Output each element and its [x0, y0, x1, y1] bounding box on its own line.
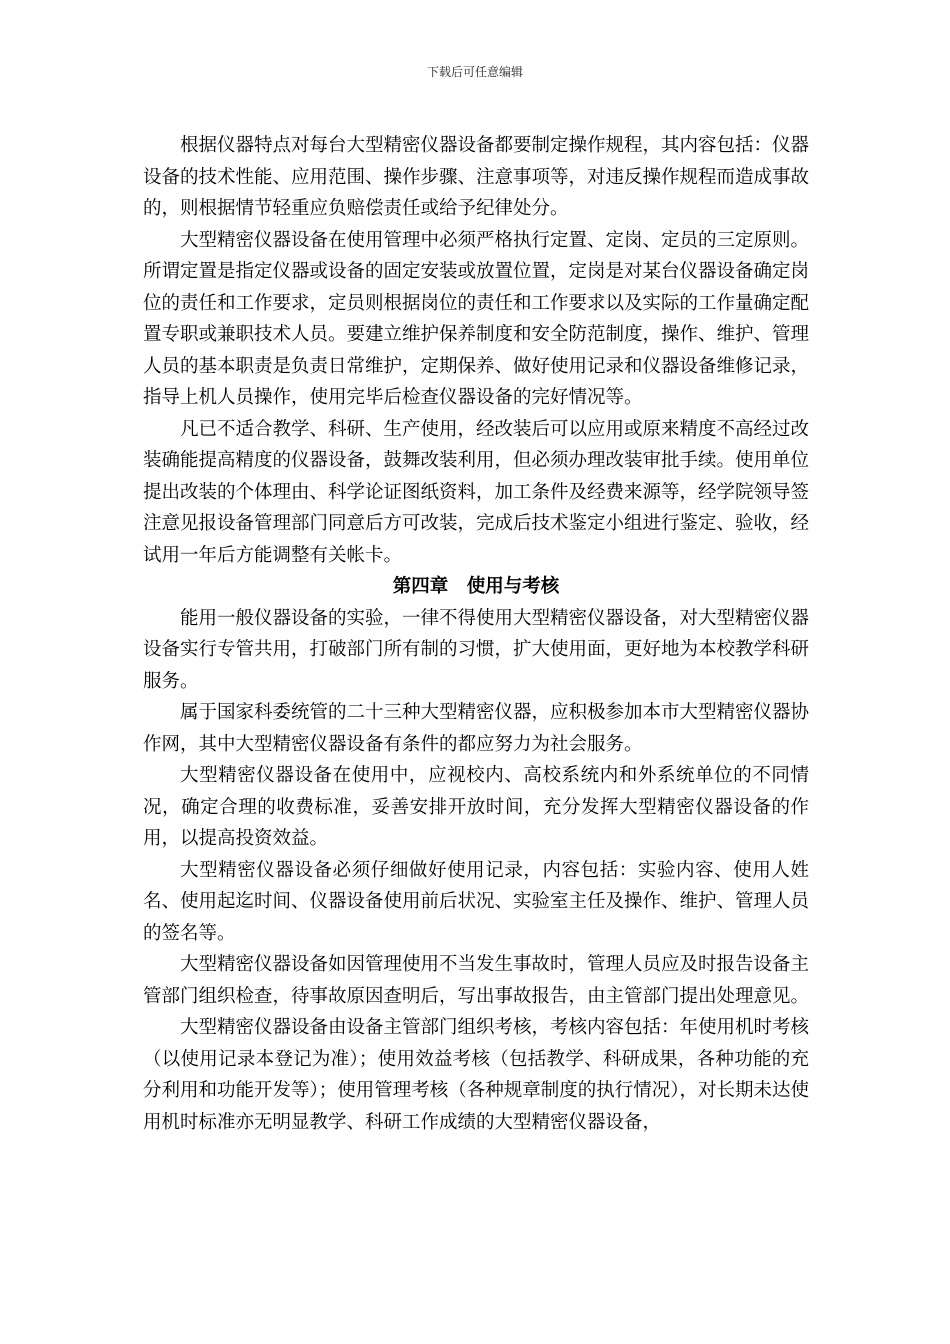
paragraph-operating-rules: 根据仪器特点对每台大型精密仪器设备都要制定操作规程，其内容包括：仪器设备的技术性能、应用范围、操作步骤、注意事项等，对违反操作规程而造成事故的，则根据情节轻重应负赔偿责任或给予纪律处分。 — [143, 135, 810, 219]
paragraph-modification: 凡已不适合教学、科研、生产使用，经改装后可以应用或原来精度不高经过改装确能提高精度的仪器设备，鼓舞改装利用，但必须办理改装审批手续。使用单位提出改装的个体理由、科学论证图纸资料，加工条件及经费来源等，经学院领导签注意见报设备管理部门同意后方可改装，完成后技术鉴定小组进行鉴定、验收，经试用一年后方能调整有关帐卡。 — [143, 418, 810, 566]
paragraph-fee-standard: 大型精密仪器设备在使用中，应视校内、高校系统内和外系统单位的不同情况，确定合理的收费标准，妥善安排开放时间，充分发挥大型精密仪器设备的作用，以提高投资效益。 — [143, 765, 809, 849]
paragraph-usage-records: 大型精密仪器设备必须仔细做好使用记录，内容包括：实验内容、使用人姓名、使用起迄时间、仪器设备使用前后状况、实验室主任及操作、维护、管理人员的签名等。 — [143, 859, 810, 944]
paragraph-assessment: 大型精密仪器设备由设备主管部门组织考核，考核内容包括：年使用机时考核（以使用记录本登记为准）；使用效益考核（包括教学、科研成果，各种功能的充分利用和功能开发等）；使用管理考核（各种规章制度的执行情况），对长期未达使用机时标准亦无明显教学、科研工作成绩的大型精密仪器设备， — [143, 1017, 810, 1133]
paragraph-shared-use: 能用一般仪器设备的实验，一律不得使用大型精密仪器设备，对大型精密仪器设备实行专管共用，打破部门所有制的习惯，扩大使用面，更好地为本校教学科研服务。 — [143, 607, 810, 692]
chapter-heading: 第四章 使用与考核 — [392, 576, 560, 597]
paragraph-collaboration-network: 属于国家科委统管的二十三种大型精密仪器，应积极参加本市大型精密仪器协作网，其中大型精密仪器设备有条件的都应努力为社会服务。 — [143, 702, 810, 755]
paragraph-accident-report: 大型精密仪器设备如因管理使用不当发生事故时，管理人员应及时报告设备主管部门组织检查，待事故原因查明后，写出事故报告，由主管部门提出处理意见。 — [143, 954, 810, 1007]
document-body — [143, 130, 809, 1138]
page-header-note: 下载后可任意编辑 — [426, 65, 523, 79]
paragraph-three-fixed-principle: 大型精密仪器设备在使用管理中必须严格执行定置、定岗、定员的三定原则。所谓定置是指定仪器或设备的固定安装或放置位置，定岗是对某台仪器设备确定岗位的责任和工作要求，定员则根据岗位的责任和工作要求以及实际的工作量确定配置专职或兼职技术人员。要建立维护保养制度和安全防范制度，操作、维护、管理人员的基本职责是负责日常维护，定期保养、做好使用记录和仪器设备维修记录，指导上机人员操作，使用完毕后检查仪器设备的完好情况等。 — [143, 229, 810, 408]
